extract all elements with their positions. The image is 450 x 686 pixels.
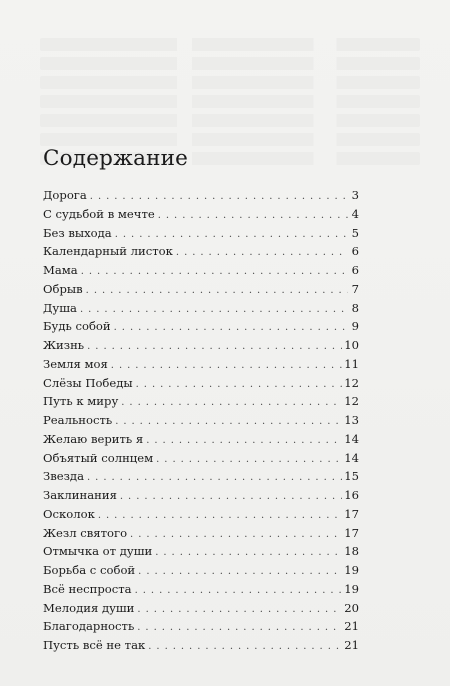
toc-entry: [43, 449, 359, 468]
toc-entry-title: Мелодия души: [43, 600, 135, 615]
dot-leader: [158, 207, 348, 226]
toc-entry-title: Будь собой: [43, 319, 111, 334]
toc-entry-page: 3: [351, 188, 359, 202]
dot-leader: [146, 432, 342, 451]
toc-entry: [43, 505, 359, 524]
dot-leader: [111, 357, 342, 376]
toc-entry-page: 8: [351, 300, 359, 315]
toc-entry-page: 19: [344, 563, 359, 577]
toc-entry: [43, 392, 359, 411]
toc-entry: [43, 636, 359, 655]
toc-entry-page: 4: [351, 206, 359, 221]
dot-leader: [86, 282, 348, 301]
toc-entry-page: 14: [344, 431, 359, 446]
toc-entry-title: Заклинания: [43, 488, 117, 502]
dot-leader: [114, 319, 348, 338]
toc-entry-title: Жезл святого: [43, 525, 128, 540]
toc-entry-title: Душа: [43, 300, 77, 315]
toc-entry: [43, 280, 359, 299]
toc-entry-title: Борьба с собой: [43, 563, 136, 577]
toc-entry-title: Земля моя: [43, 356, 108, 371]
toc-entry-page: 15: [344, 469, 359, 484]
toc-entry-page: 9: [351, 319, 359, 334]
toc-entry-title: С судьбой в мечте: [43, 206, 155, 221]
toc-entry: [43, 374, 359, 393]
toc-entry-title: Звезда: [43, 469, 84, 484]
toc-entry-title: Без выхода: [43, 225, 112, 240]
toc-entry-title: Мама: [43, 263, 78, 277]
toc-entry-title: Обрыв: [43, 281, 83, 296]
toc-entry: [43, 355, 359, 374]
toc-entry: [43, 411, 359, 430]
dot-leader: [81, 263, 348, 282]
toc-entry: [43, 486, 359, 505]
toc-entry: [43, 524, 359, 543]
dot-leader: [80, 301, 348, 320]
toc-entry: [43, 261, 359, 280]
toc-entry: [43, 542, 359, 561]
toc-entry: [43, 224, 359, 243]
dot-leader: [136, 376, 343, 395]
toc-entry: [43, 617, 359, 636]
toc-entry: [43, 561, 359, 580]
toc-entry-page: 7: [351, 281, 359, 296]
toc-entry-page: 11: [344, 356, 359, 371]
toc-entry-page: 18: [344, 544, 359, 559]
dot-leader: [130, 526, 342, 545]
toc-entry-title: Осколок: [43, 506, 95, 521]
dot-leader: [155, 544, 342, 563]
toc-entry-title: Благодарность: [43, 619, 135, 634]
toc-entry-page: 6: [351, 244, 359, 259]
toc-entry-title: Путь к миру: [43, 394, 119, 409]
dot-leader: [120, 488, 342, 507]
toc-entry-page: 17: [344, 506, 359, 521]
toc-entry: [43, 299, 359, 318]
dot-leader: [148, 638, 342, 657]
toc-entry: [43, 467, 359, 486]
toc-entry-title: Всё неспроста: [43, 581, 132, 596]
dot-leader: [87, 469, 342, 488]
toc-entry: [43, 599, 359, 618]
toc-entry-page: 21: [344, 619, 359, 634]
dot-leader: [87, 338, 342, 357]
toc-entry-title: Жизнь: [43, 338, 85, 352]
toc-entry: [43, 430, 359, 449]
toc-entry-title: Дорога: [43, 188, 87, 202]
dot-leader: [98, 507, 342, 526]
dot-leader: [115, 413, 342, 432]
toc-entry-title: Реальность: [43, 413, 113, 427]
toc-entry-page: 5: [351, 225, 359, 240]
toc-entry-page: 20: [344, 600, 359, 615]
toc-entry: [43, 336, 359, 355]
dot-leader: [137, 619, 342, 638]
toc-entry-page: 13: [344, 413, 359, 427]
dot-leader: [137, 601, 342, 620]
dot-leader: [176, 244, 348, 263]
dot-leader: [138, 563, 342, 582]
toc-entry-page: 12: [344, 394, 359, 409]
toc-entry-title: Календарный листок: [43, 244, 173, 259]
toc-entry-page: 17: [344, 525, 359, 540]
toc-entry-title: Желаю верить я: [43, 431, 144, 446]
contents-heading: Содержание: [43, 146, 189, 171]
toc-entry-title: Отмычка от души: [43, 544, 153, 559]
toc-entry: [43, 317, 359, 336]
toc-entry: [43, 242, 359, 261]
toc-entry-page: 12: [344, 375, 359, 390]
toc-entry-page: 16: [344, 488, 359, 502]
dot-leader: [156, 451, 342, 470]
toc-entry-title: Объятый солнцем: [43, 450, 154, 465]
toc-entry: [43, 205, 359, 224]
toc-entry-title: Слёзы Победы: [43, 375, 133, 390]
toc-entry-page: 10: [344, 338, 359, 352]
toc-entry-title: Пусть всё не так: [43, 638, 146, 652]
dot-leader: [121, 394, 342, 413]
dot-leader: [135, 582, 343, 601]
toc-entry: [43, 186, 359, 205]
toc-entry-page: 21: [344, 638, 359, 652]
toc-entry: [43, 580, 359, 599]
toc-entry-page: 6: [351, 263, 359, 277]
table-of-contents: [43, 186, 359, 655]
toc-entry-page: 19: [344, 581, 359, 596]
toc-entry-page: 14: [344, 450, 359, 465]
